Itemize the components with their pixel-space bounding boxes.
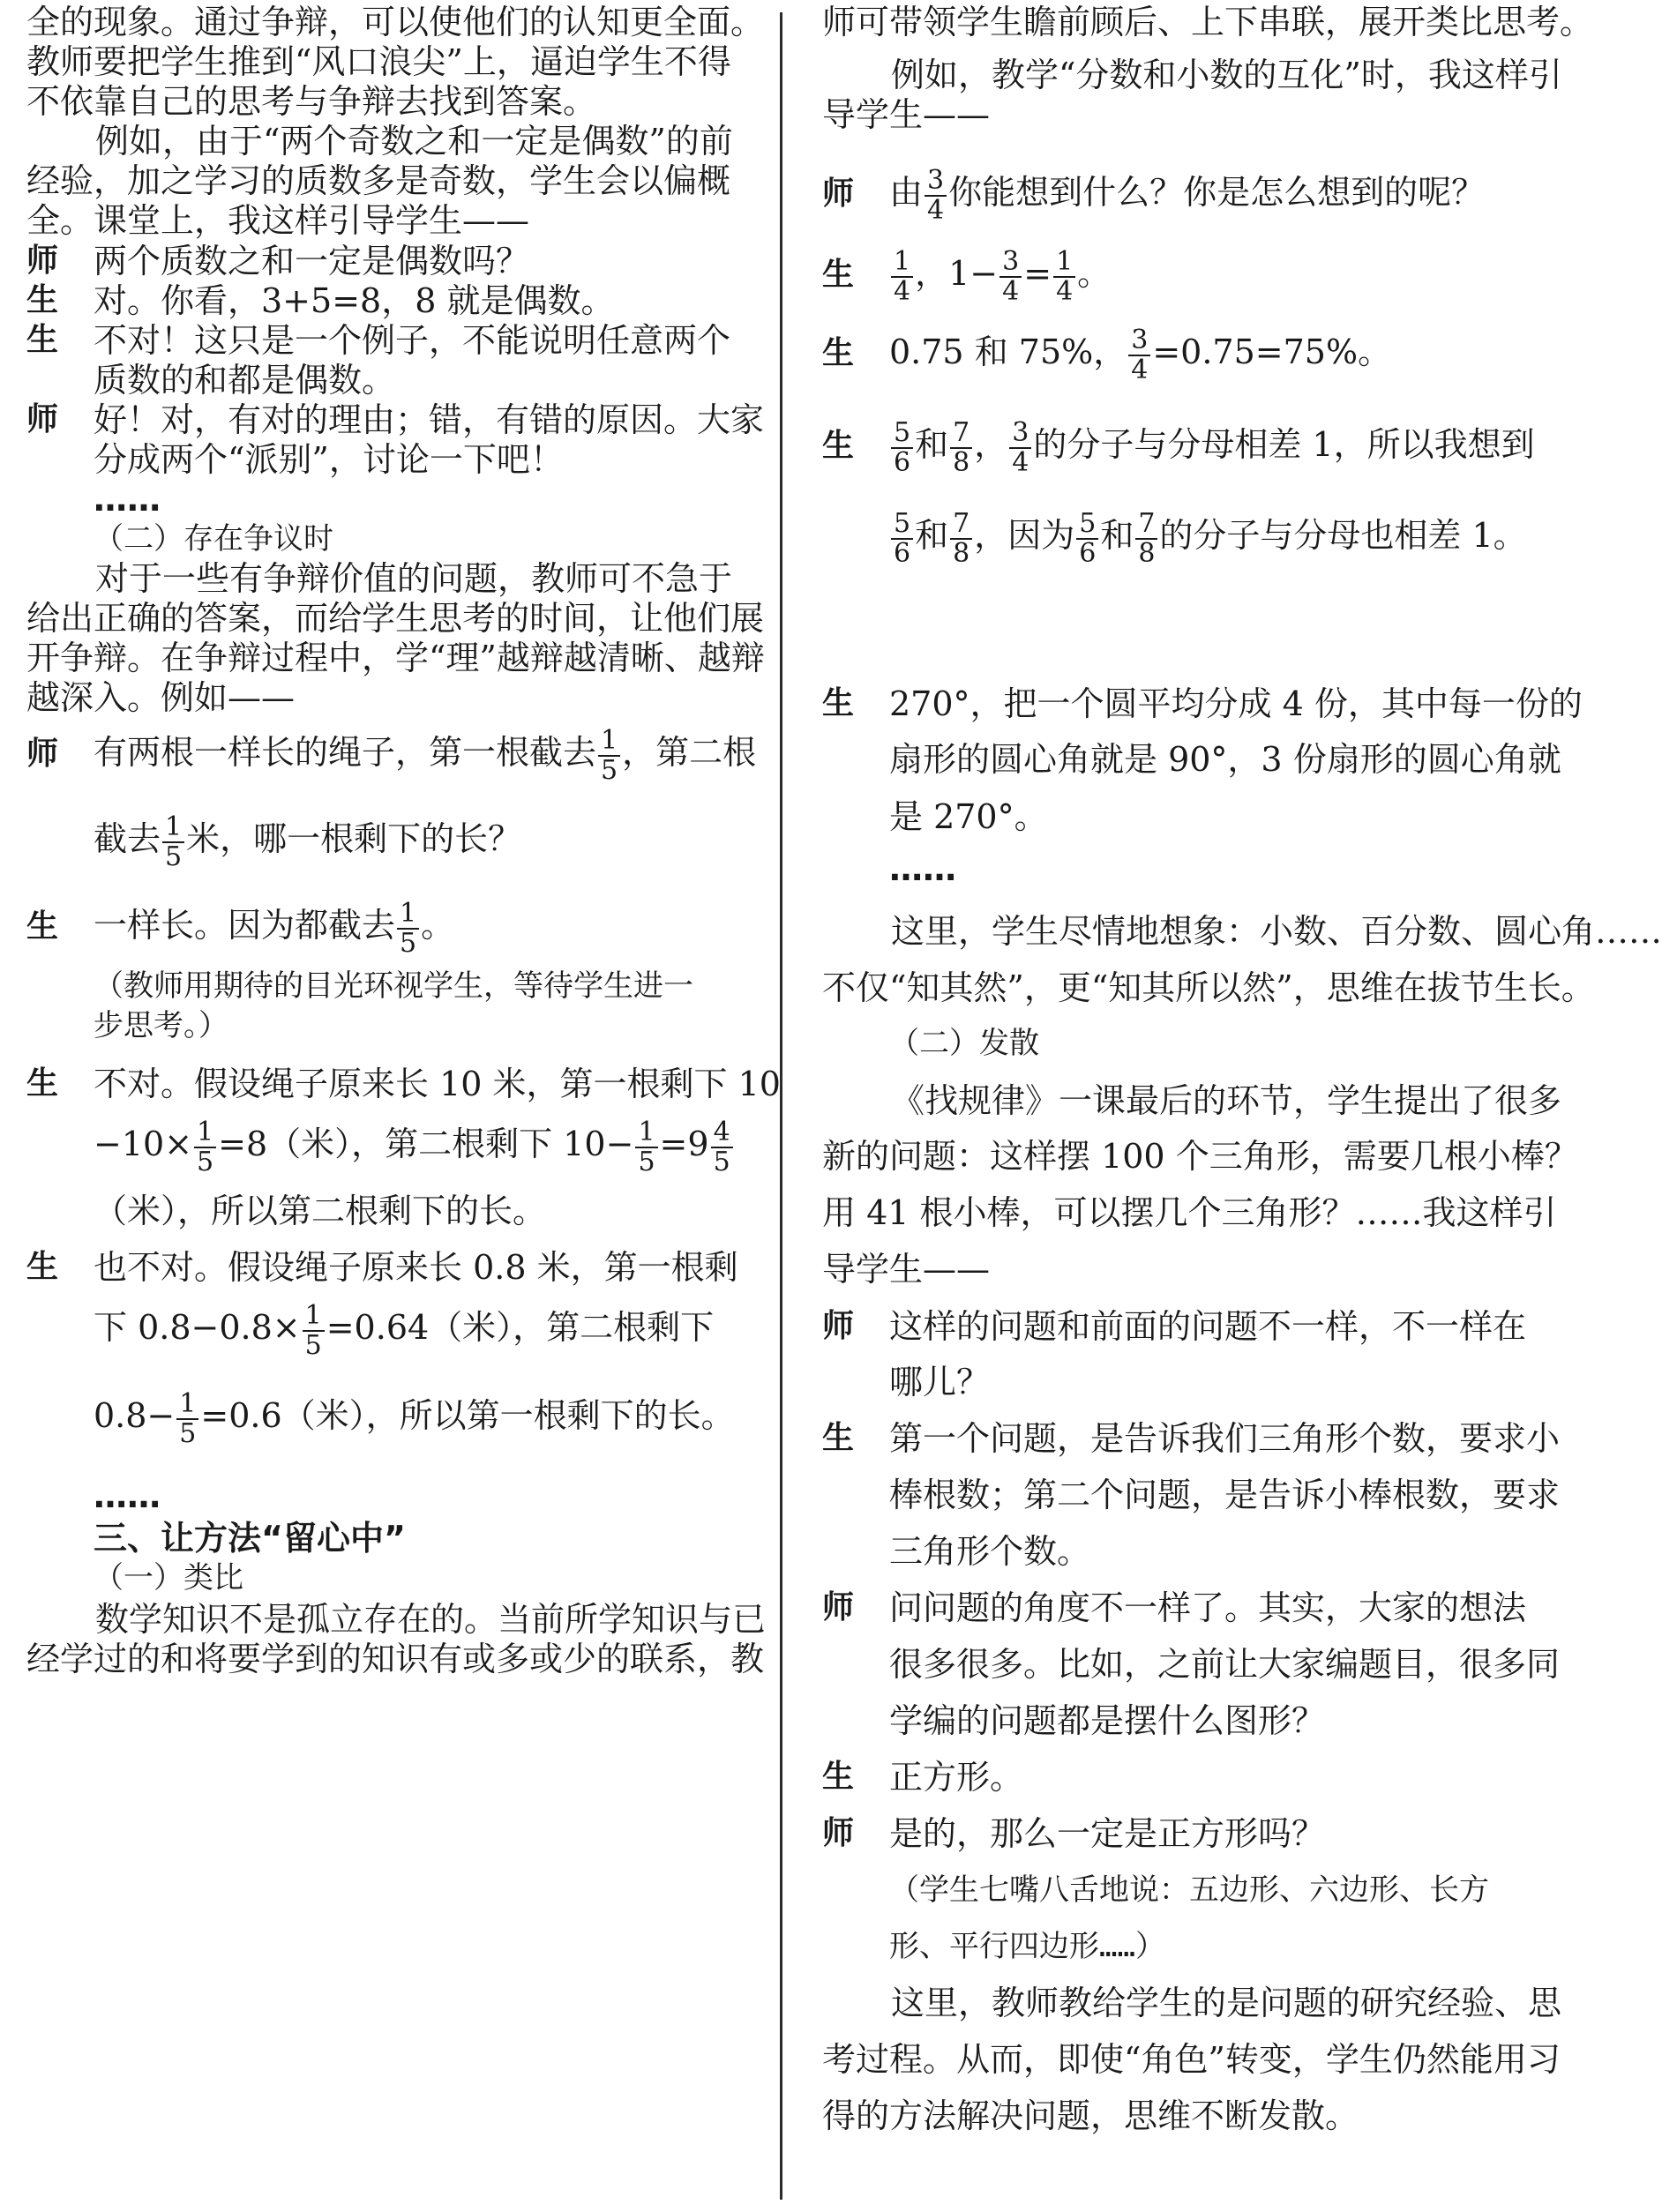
paragraph-line: 全。课堂上，我这样引导学生—— <box>26 201 530 240</box>
paragraph-line: 教师要把学生推到“风口浪尖”上，逼迫学生不得 <box>26 42 731 81</box>
dialogue-line: 0.8− $\frac{1}{5}$ =0.6（米），所以第一根剩下的长。 <box>94 1387 735 1449</box>
fraction: $\frac{1}{5}$ <box>176 1390 198 1448</box>
dialogue-line: 也不对。假设绳子原来长 0.8 米，第一根剩 <box>94 1248 738 1287</box>
ellipsis: …… <box>94 1476 161 1515</box>
dialogue-line: 不对！这只是一个例子，不能说明任意两个 <box>94 321 731 360</box>
fraction: $\frac{7}{8}$ <box>950 510 972 568</box>
stage-note: 形、平行四边形……） <box>889 1929 1165 1964</box>
stage-note: （教师用期待的目光环视学生，等待学生进一 <box>94 968 693 1004</box>
dialogue-line: （米），所以第二根剩下的长。 <box>94 1192 547 1230</box>
speaker-label: 生 <box>822 335 855 371</box>
fraction: $\frac{5}{6}$ <box>891 419 913 477</box>
speaker-label: 师 <box>822 1308 855 1344</box>
paragraph-line: 导学生—— <box>822 95 991 134</box>
speaker-label: 生 <box>822 257 855 293</box>
paragraph-line: 不依靠自己的思考与争辩去找到答案。 <box>26 82 597 121</box>
paragraph-line: 不仅“知其然”，更“知其所以然”，思维在拔节生长。 <box>822 968 1595 1007</box>
speaker-label: 师 <box>26 401 59 437</box>
dialogue-line: 对。你看，3+5=8，8 就是偶数。 <box>94 281 615 320</box>
dialogue-line: 分成两个“派别”，讨论一下吧！ <box>94 440 564 479</box>
dialogue-line: 学编的问题都是摆什么图形？ <box>889 1701 1326 1740</box>
paragraph-line: 给出正确的答案，而给学生思考的时间，让他们展 <box>26 599 765 638</box>
speaker-label: 师 <box>822 1589 855 1625</box>
paragraph-line: 用 41 根小棒，可以摆几个三角形？……我这样引 <box>822 1193 1557 1232</box>
subsection-heading: （二）存在争议时 <box>94 521 333 557</box>
dialogue-line: 质数的和都是偶数。 <box>94 361 396 400</box>
section-heading: 三、让方法“留心中” <box>94 1519 406 1558</box>
paragraph-line: 例如，由于“两个奇数之和一定是偶数”的前 <box>95 122 733 161</box>
dialogue-line: 0.75 和 75%， $\frac{3}{4}$ =0.75=75%。 <box>889 324 1392 385</box>
dialogue-line: 不对。假设绳子原来长 10 米，第一根剩下 10 <box>94 1065 781 1103</box>
paragraph-line: 新的问题：这样摆 100 个三角形，需要几根小棒？ <box>822 1137 1578 1176</box>
subsection-heading: （一）类比 <box>94 1560 243 1595</box>
dialogue-line: 下 0.8−0.8× $\frac{1}{5}$ =0.64（米），第二根剩下 <box>94 1299 715 1361</box>
stage-note: （学生七嘴八舌地说：五边形、六边形、长方 <box>889 1872 1489 1908</box>
paragraph-line: 这里，教师教给学生的是问题的研究经验、思 <box>891 1984 1562 2022</box>
fraction: $\frac{1}{5}$ <box>635 1118 657 1177</box>
dialogue-line: 由 $\frac{3}{4}$ 你能想到什么？你是怎么想到的呢？ <box>889 164 1486 226</box>
dialogue-line: 一样长。因为都截去 $\frac{1}{5}$ 。 <box>94 897 455 959</box>
paragraph-line: 这里，学生尽情地想象：小数、百分数、圆心角…… <box>891 912 1662 951</box>
dialogue-line: 是的，那么一定是正方形吗？ <box>889 1814 1326 1853</box>
speaker-label: 生 <box>822 428 855 464</box>
paragraph-line: 经学过的和将要学到的知识有或多或少的联系，教 <box>26 1640 765 1678</box>
fraction: $\frac{1}{5}$ <box>303 1302 325 1360</box>
dialogue-line: 哪儿？ <box>889 1363 991 1401</box>
paragraph-line: 例如，教学“分数和小数的互化”时，我这样引 <box>891 56 1562 94</box>
paragraph-line: 师可带领学生瞻前顾后、上下串联，展开类比思考。 <box>822 3 1594 41</box>
paragraph-line: 《找规律》一课最后的环节，学生提出了很多 <box>891 1081 1562 1120</box>
fraction: $\frac{1}{4}$ <box>1053 248 1075 306</box>
speaker-label: 师 <box>822 1815 855 1851</box>
dialogue-line: 棒根数；第二个问题，是告诉小棒根数，要求 <box>889 1476 1561 1514</box>
dialogue-line: 截去 $\frac{1}{5}$ 米，哪一根剩下的长？ <box>94 811 522 872</box>
dialogue-line: 扇形的圆心角就是 90°，3 份扇形的圆心角就 <box>889 740 1561 779</box>
ellipsis: …… <box>94 480 161 519</box>
dialogue-line: $\frac{5}{6}$ 和 $\frac{7}{8}$ ，因为 $\frac{5}{6}$ 和 $\frac{7}{8}$ 的分子与分母也相差 1。 <box>889 496 1527 575</box>
paragraph-line: 全的现象。通过争辩，可以使他们的认知更全面。 <box>26 3 765 41</box>
dialogue-line: 好！对，有对的理由；错，有错的原因。大家 <box>94 400 765 439</box>
speaker-label: 生 <box>26 322 59 358</box>
paragraph-line: 开争辩。在争辩过程中，学“理”越辩越清晰、越辩 <box>26 639 765 677</box>
column-divider <box>780 12 782 2200</box>
paragraph-line: 越深入。例如—— <box>26 678 296 717</box>
speaker-label: 师 <box>26 243 59 279</box>
paragraph-line: 导学生—— <box>822 1250 991 1289</box>
stage-note: 步思考。） <box>94 1008 228 1043</box>
fraction: $\frac{5}{6}$ <box>891 510 913 568</box>
speaker-label: 生 <box>26 1065 59 1102</box>
dialogue-line: 是 270°。 <box>889 797 1048 836</box>
dialogue-line: 问问题的角度不一样了。其实，大家的想法 <box>889 1588 1527 1627</box>
fraction: $\frac{1}{5}$ <box>397 900 419 958</box>
paragraph-line: 数学知识不是孤立存在的。当前所学知识与已 <box>95 1600 767 1639</box>
paragraph-line: 经验，加之学习的质数多是奇数，学生会以偏概 <box>26 161 731 200</box>
speaker-label: 生 <box>26 1249 59 1285</box>
speaker-label: 生 <box>26 282 59 318</box>
dialogue-line: 有两根一样长的绳子，第一根截去 $\frac{1}{5}$ ，第二根 <box>94 724 757 786</box>
dialogue-line: −10× $\frac{1}{5}$ =8（米），第二根剩下 10− $\frac{1}{5}$ =9 $\frac{4}{5}$ <box>94 1104 735 1184</box>
dialogue-line: 两个质数之和一定是偶数吗？ <box>94 242 530 280</box>
ellipsis: …… <box>889 849 956 888</box>
fraction: $\frac{1}{5}$ <box>598 727 620 785</box>
speaker-label: 生 <box>822 685 855 721</box>
fraction: $\frac{5}{6}$ <box>1076 510 1098 568</box>
fraction: $\frac{1}{5}$ <box>194 1118 216 1177</box>
fraction: $\frac{7}{8}$ <box>1135 510 1157 568</box>
dialogue-line: 很多很多。比如，之前让大家编题目，很多同 <box>889 1645 1561 1684</box>
dialogue-line: $\frac{1}{4}$ ，1− $\frac{3}{4}$ = $\frac{1}{4}$ 。 <box>889 234 1111 313</box>
fraction: $\frac{3}{4}$ <box>925 167 947 225</box>
paragraph-line: 得的方法解决问题，思维不断发散。 <box>822 2096 1359 2135</box>
paragraph-line: 考过程。从而，即使“角色”转变，学生仍然能用习 <box>822 2040 1561 2079</box>
fraction: $\frac{4}{5}$ <box>711 1118 733 1177</box>
dialogue-line: 第一个问题，是告诉我们三角形个数，要求小 <box>889 1419 1561 1458</box>
fraction: $\frac{7}{8}$ <box>950 419 972 477</box>
speaker-label: 师 <box>26 736 59 772</box>
fraction: $\frac{1}{5}$ <box>162 813 184 871</box>
fraction: $\frac{3}{4}$ <box>1128 326 1150 385</box>
fraction: $\frac{1}{4}$ <box>891 248 913 306</box>
dialogue-line: 正方形。 <box>889 1758 1024 1797</box>
dialogue-line: 三角形个数。 <box>889 1532 1091 1571</box>
speaker-label: 生 <box>822 1420 855 1456</box>
speaker-label: 生 <box>822 1759 855 1795</box>
dialogue-line: 这样的问题和前面的问题不一样，不一样在 <box>889 1307 1527 1346</box>
dialogue-line: $\frac{5}{6}$ 和 $\frac{7}{8}$ ， $\frac{3}{4}$ 的分子与分母相差 1，所以我想到 <box>889 405 1535 484</box>
dialogue-line: 270°，把一个圆平均分成 4 份，其中每一份的 <box>889 684 1583 723</box>
fraction: $\frac{3}{4}$ <box>1009 419 1031 477</box>
speaker-label: 生 <box>26 908 59 945</box>
subsection-heading: （二）发散 <box>889 1026 1039 1061</box>
speaker-label: 师 <box>822 176 855 212</box>
fraction: $\frac{3}{4}$ <box>999 248 1022 306</box>
paragraph-line: 对于一些有争辩价值的问题，教师可不急于 <box>95 559 733 598</box>
